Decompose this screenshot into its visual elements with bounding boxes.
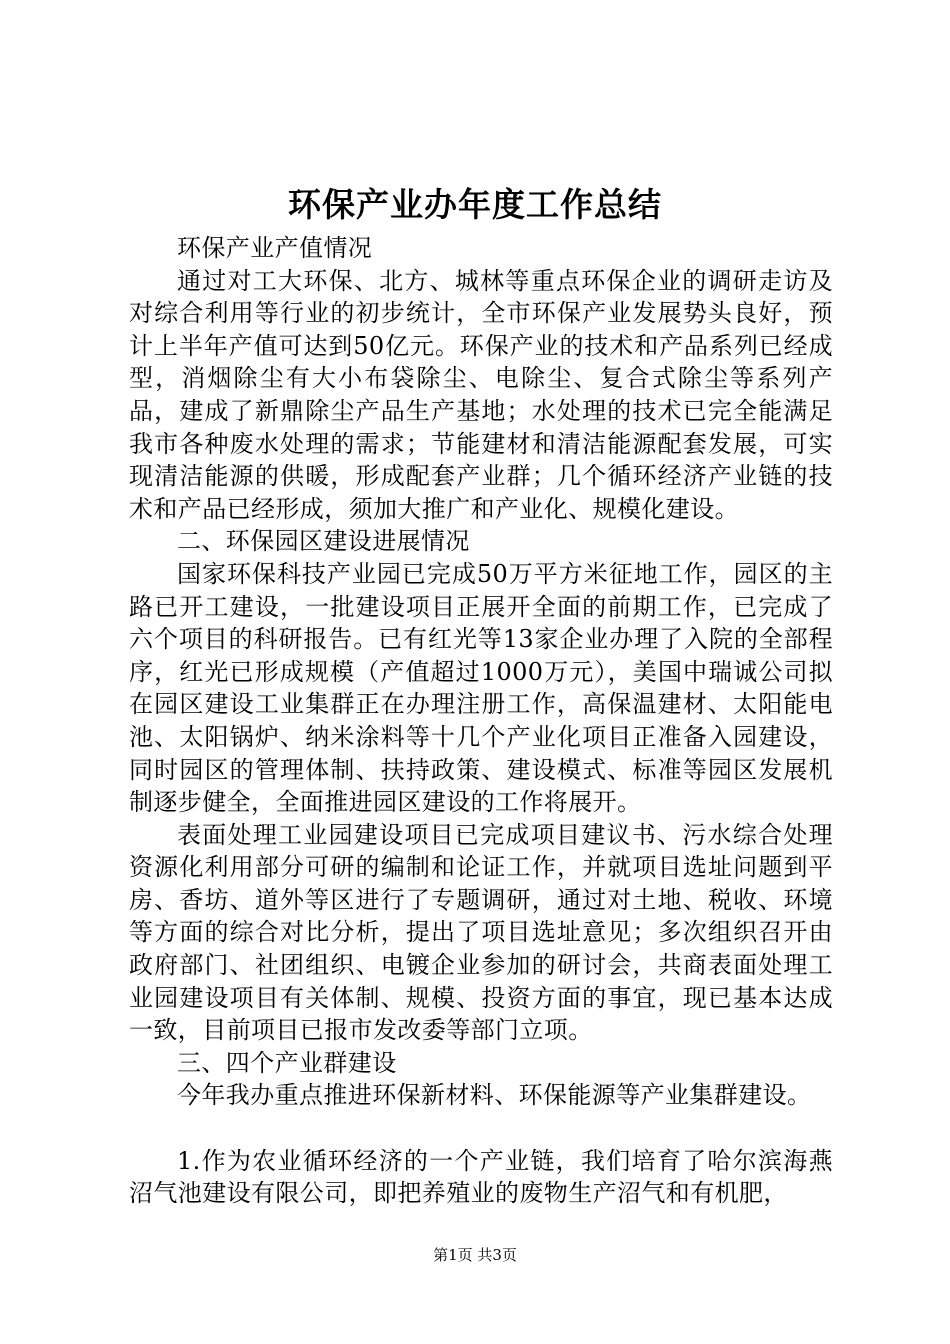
section-heading-clusters: 三、四个产业群建设: [177, 1048, 397, 1077]
section-heading-park: 二、环保园区建设进展情况: [177, 527, 470, 556]
paragraph-output-details: 通过对工大环保、北方、城林等重点环保企业的调研走访及对综合利用等行业的初步统计，全市环保产业发展势头良好，预计上半年产值可达到50亿元。环保产业的技术和产品系列已经成型，消烟除尘有大小布袋除尘、电除尘、复合式除尘等系列产品，建成了新鼎除尘产品生产基地；水处理的技术已完全能满足我市各种废水处理的需求；节能建材和清洁能源配套发展，可实现清洁能源的供暖，形成配套产业群；几个循环经济产业链的技术和产品已经形成，须加大推广和产业化、规模化建设。: [129, 266, 833, 523]
paragraph-surface-treatment: 表面处理工业园建设项目已完成项目建议书、污水综合处理资源化利用部分可研的编制和论证工作，并就项目选址问题到平房、香坊、道外等区进行了专题调研，通过对土地、税收、环境等方面的综合对比分析，提出了项目选址意见；多次组织召开由政府部门、社团组织、电镀企业参加的研讨会，共商表面处理工业园建设项目有关体制、规模、投资方面的事宜，现已基本达成一致，目前项目已报市发改委等部门立项。: [129, 820, 833, 1045]
document-body: [129, 232, 833, 1210]
document-title: 环保产业办年度工作总结: [288, 185, 662, 224]
page-footer: 第1页 共3页: [433, 1246, 517, 1264]
paragraph-park-progress: 国家环保科技产业园已完成50万平方米征地工作，园区的主路已开工建设，一批建设项目正展开全面的前期工作，已完成了六个项目的科研报告。已有红光等13家企业办理了入院的全部程序，红光已形成规模（产值超过1000万元），美国中瑞诚公司拟在园区建设工业集群正在办理注册工作，高保温建材、太阳能电池、太阳锅炉、纳米涂料等十几个产业化项目正准备入园建设，同时园区的管理体制、扶持政策、建设模式、标准等园区发展机制逐步健全，全面推进园区建设的工作将展开。: [129, 559, 833, 817]
paragraph-item-1: 1.作为农业循环经济的一个产业链，我们培育了哈尔滨海燕沼气池建设有限公司，即把养殖业的废物生产沼气和有机肥，: [129, 1146, 833, 1208]
paragraph-clusters-intro: 今年我办重点推进环保新材料、环保能源等产业集群建设。: [177, 1081, 812, 1110]
section-heading-output: 环保产业产值情况: [177, 234, 373, 262]
